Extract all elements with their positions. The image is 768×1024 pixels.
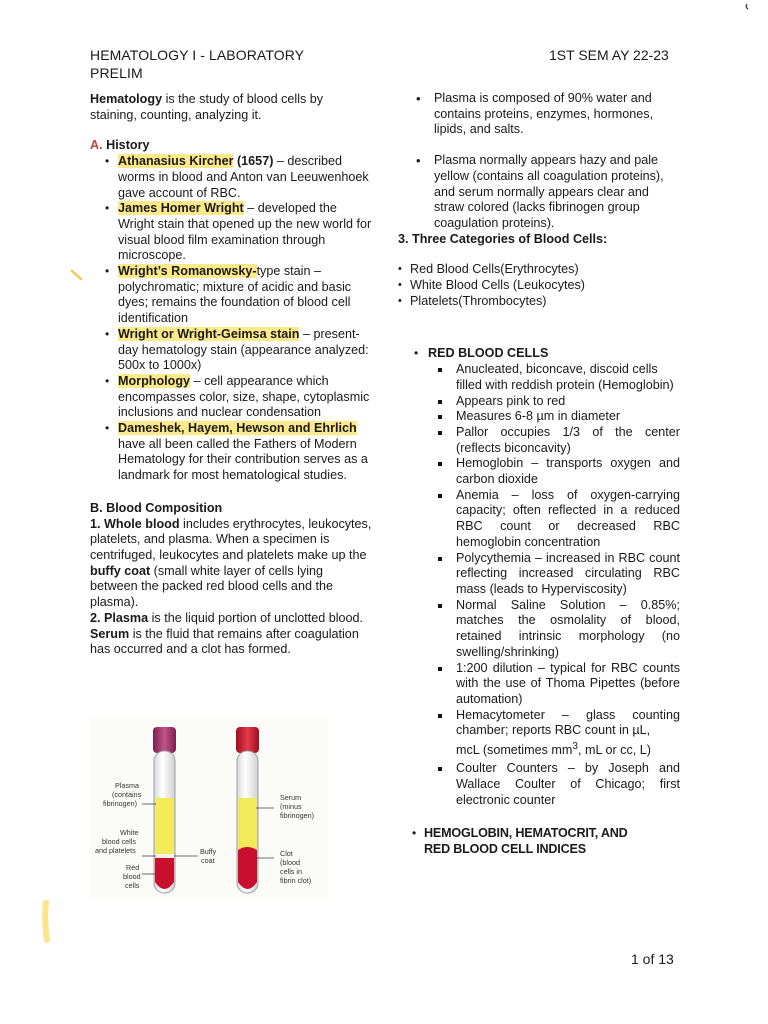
intro-paragraph	[90, 92, 372, 123]
label-rbc: cells	[125, 881, 140, 890]
intro-text: is the study of blood cells by staining, counting, analyzing it.	[90, 92, 324, 122]
whole-blood-paragraph: 1. Whole blood includes erythrocytes, leukocytes, platelets, and plasma. When a specimen is centrifuged, leukocytes and platelets make up the buffy coat (small white layer of cells lying between the packed red blood cells and the plasma).	[90, 516, 372, 610]
label-clot: (blood	[280, 858, 300, 867]
right-column	[398, 91, 680, 858]
label-buffy: coat	[201, 856, 215, 865]
plasma-term: 2. Plasma	[90, 610, 149, 625]
highlighter-mark	[41, 900, 55, 944]
category-item: • White Blood Cells (Leukocytes)	[410, 278, 680, 294]
label-rbc: blood	[123, 872, 141, 881]
history-text: type stain – polychromatic; mixture of acidic and basic dyes; remains the foundation of blood cell identification	[118, 264, 352, 326]
category-item: • Red Blood Cells(Erythrocytes)	[410, 262, 680, 278]
blood-tubes-figure	[90, 716, 328, 900]
rbc-layer	[155, 858, 174, 889]
history-text: have all been called the Fathers of Modern Hematology for their contribution serves as a landmark for most hematological studies.	[118, 436, 368, 483]
plasma-layer	[155, 798, 174, 855]
label-serum: Serum	[280, 793, 302, 802]
rbc-item: Hemoglobin – transports oxygen and carbon dioxide	[456, 456, 680, 487]
history-name: Wright or Wright-Geimsa stain	[118, 326, 300, 341]
plasma-point: • Plasma is composed of 90% water and contains proteins, enzymes, hormones, lipids, and salts.	[434, 91, 680, 138]
hgb-heading: • HEMOGLOBIN, HEMATOCRIT, AND RED BLOOD CELL INDICES	[398, 826, 680, 857]
history-item	[118, 421, 372, 484]
label-plasma: (contains	[112, 790, 142, 799]
buffy-layer	[155, 854, 174, 858]
history-name: James Homer Wright	[118, 201, 244, 216]
categories-list	[398, 262, 680, 309]
label-serum: fibrinogen)	[280, 811, 314, 820]
rbc-item: Hemacytometer – glass counting chamber; reports RBC count in µL, mcL (sometimes $mm^3$, mL or cc, L)	[456, 708, 680, 762]
document-title	[90, 46, 304, 82]
label-clot: Clot	[280, 849, 293, 858]
rbc-item: Measures 6-8 µm in diameter	[456, 409, 680, 425]
label-rbc: Red	[126, 863, 140, 872]
history-heading	[90, 138, 372, 154]
rbc-item: Anemia – loss of oxygen-carrying capacity; often reflected in a reduced RBC count or decreased RBC hemoglobin concentration	[456, 487, 680, 549]
pen-mark	[744, 2, 752, 12]
history-list	[90, 154, 372, 484]
label-plasma: Plasma	[115, 781, 139, 790]
history-item	[118, 264, 372, 327]
rbc-item: Appears pink to red	[456, 394, 680, 410]
rbc-item: 1:200 dilution – typical for RBC counts with the use of Thoma Pipettes (before automation)	[456, 660, 680, 706]
history-text: – described worms in blood and Anton van Leeuwenhoek gave account of RBC.	[118, 154, 369, 200]
rbc-list	[398, 362, 680, 808]
label-wbc: White	[120, 828, 139, 837]
rbc-item: Anucleated, biconcave, discoid cells filled with reddish protein (Hemoglobin)	[456, 362, 680, 393]
intro-term: Hematology	[90, 92, 163, 106]
tube-cap-left	[153, 727, 176, 753]
serum-layer	[238, 798, 257, 850]
composition-heading: B. Blood Composition	[90, 500, 223, 515]
blood-tubes-illustration	[90, 716, 328, 900]
highlighter-mark	[70, 268, 84, 282]
semester-label: 1ST SEM AY 22-23	[549, 47, 669, 63]
label-serum: (minus	[280, 802, 302, 811]
rbc-item: Polycythemia – increased in RBC count reflecting increased circulating RBC mass (leads to Hyperviscosity)	[456, 550, 680, 596]
whole-blood-term: 1. Whole blood	[90, 516, 180, 531]
rbc-item: Coulter Counters – by Joseph and Wallace Coulter of Chicago; first electronic counter	[456, 761, 680, 807]
categories-heading: 3. Three Categories of Blood Cells:	[398, 231, 608, 246]
title-line-1: HEMATOLOGY I - LABORATORY	[90, 47, 305, 63]
history-text: – cell appearance which encompasses color, size, shape, cytoplasmic inclusions and nuclear condensation	[118, 373, 370, 420]
rbc-item: Normal Saline Solution – 0.85%; matches the osmolality of blood, retained intrinsic morphology (no swelling/shrinking)	[456, 597, 680, 659]
label-plasma: fibrinogen)	[103, 799, 137, 808]
rbc-heading: • RED BLOOD CELLS	[398, 346, 680, 362]
tube-cap-right	[236, 727, 259, 753]
label-clot: fibrin clot)	[280, 876, 312, 885]
serum-term: Serum	[90, 626, 130, 641]
history-item	[118, 374, 372, 421]
page-number: 1 of 13	[631, 951, 674, 967]
label-wbc: and platelets	[95, 846, 136, 855]
label-buffy: Buffy	[200, 847, 217, 856]
title-line-2: PRELIM	[90, 65, 143, 81]
history-text: – present-day hematology stain (appearance analyzed: 500x to 1000x)	[118, 326, 369, 373]
history-year: (1657)	[233, 154, 274, 169]
history-text: – developed the Wright stain that opened up the new world for visual blood film examination through microscope.	[118, 201, 372, 263]
label-wbc: blood cells	[102, 837, 136, 846]
plasma-paragraph: 2. Plasma is the liquid portion of unclotted blood. Serum is the fluid that remains after coagulation has occurred and a clot has formed.	[90, 610, 364, 657]
history-title: History	[102, 138, 150, 153]
history-name: Morphology	[118, 373, 191, 388]
history-name: Dameshek, Hayem, Hewson and Ehrlich	[118, 421, 357, 436]
history-item	[118, 327, 372, 374]
clot-layer	[238, 847, 257, 889]
history-name: Wright’s Romanowsky-	[118, 264, 257, 279]
plasma-point: • Plasma normally appears hazy and pale yellow (contains all coagulation proteins), and serum normally appears clear and straw colored (lacks fibrinogen group coagulation proteins).	[434, 153, 680, 232]
category-item: • Platelets(Thrombocytes)	[410, 294, 680, 310]
label-clot: cells in	[280, 867, 302, 876]
plasma-points	[398, 91, 680, 232]
buffy-coat-term: buffy coat	[90, 563, 151, 578]
history-name: Athanasius Kircher	[118, 154, 234, 169]
history-item	[118, 201, 372, 264]
rbc-item: Pallor occupies 1/3 of the center (reflects biconcavity)	[456, 424, 680, 455]
history-letter: A.	[90, 138, 103, 153]
left-column	[90, 92, 372, 658]
history-item	[118, 154, 372, 201]
